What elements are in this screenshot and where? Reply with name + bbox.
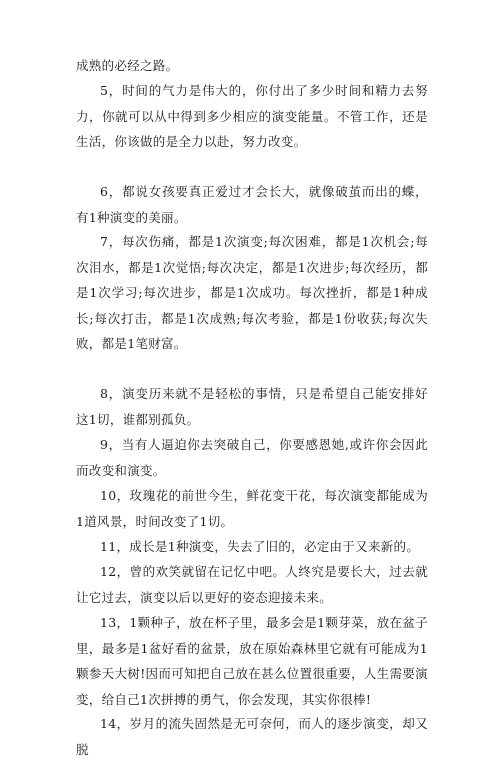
paragraph-8: 8，演变历来就不是轻松的事情，只是希望自己能安排好这1切，谁都别孤负。 [76, 386, 428, 427]
paragraph-13: 13，1颗种子，放在杯子里，最多会是1颗芽菜，放在盆子里，最多是1盆好看的盆景，放在原始森林里它就有可能成为1颗参天大树!因而可知把自己放在甚么位置很重要，人生需要演变，给自己1次拼搏的勇气，你会发现，其实你很棒! [76, 615, 428, 707]
paragraph-11: 11，成长是1种演变，失去了旧的，必定由于又来新的。 [100, 539, 420, 554]
paragraph-12: 12，曾的欢笑就留在记忆中吧。人终究是要长大，过去就让它过去，演变以后以更好的姿态迎接未来。 [76, 564, 428, 605]
paragraph-14: 14，岁月的流失固然是无可奈何，而人的逐步演变，却又脱 [76, 716, 428, 757]
paragraph-10: 10，玫瑰花的前世今生，鲜花变干花，每次演变都能成为1道风景，时间改变了1切。 [76, 488, 428, 529]
paragraph-continuation: 成熟的必经之路。 [76, 58, 179, 73]
paragraph-9: 9，当有人逼迫你去突破自己，你要感恩她,或许你会因此而改变和演变。 [76, 437, 428, 478]
paragraph-7: 7，每次伤痛，都是1次演变;每次困难，都是1次机会;每次泪水，都是1次觉悟;每次决定，都是1次进步;每次经历，都是1次学习;每次进步，都是1次成功。每次挫折，都是1种成长;每次打击，都是1次成熟;每次考验，都是1份收获;每次失败，都是1笔财富。 [76, 234, 428, 351]
paragraph-6: 6，都说女孩要真正爱过才会长大，就像破茧而出的蝶，有1种演变的美丽。 [76, 184, 428, 225]
paragraph-5: 5，时间的气力是伟大的，你付出了多少时间和精力去努力，你就可以从中得到多少相应的演变能量。不管工作，还是生活，你该做的是全力以赴，努力改变。 [76, 83, 428, 149]
